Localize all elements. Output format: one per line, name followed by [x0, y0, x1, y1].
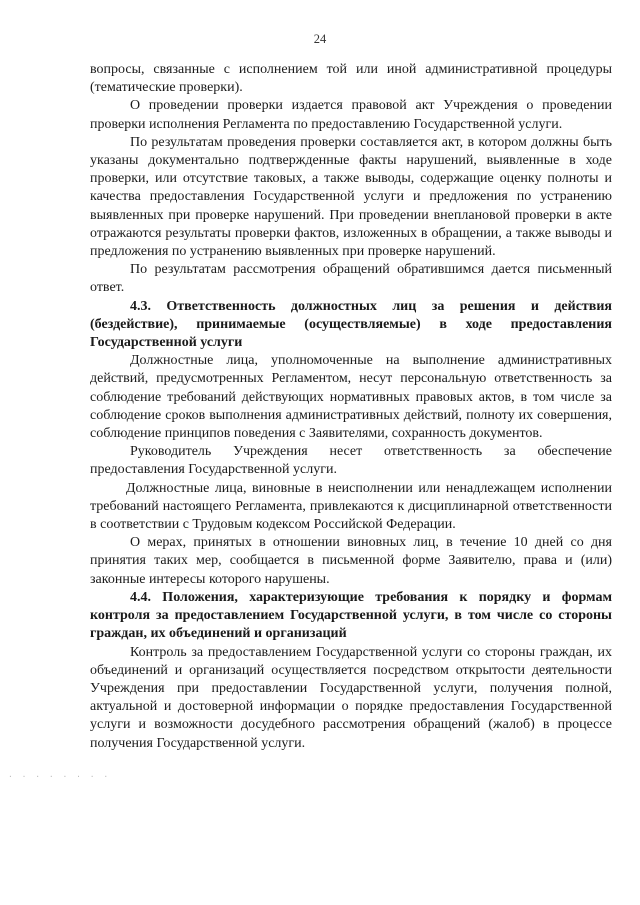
paragraph: Контроль за предоставлением Государственной услуги со стороны граждан, их объединений и организаций осуществляется посредством открытости деятельности Учреждения при предоставлении Государственной услуги, получения полной, актуальной и достоверной информации о порядке предоставления Государственной услуги и возможности досудебного рассмотрения обращений (жалоб) в процессе получения Государственной услуги.	[90, 644, 612, 751]
page-body	[90, 61, 612, 753]
paragraph: По результатам рассмотрения обращений обратившимся дается письменный ответ.	[90, 262, 612, 296]
paragraph: По результатам проведения проверки составляется акт, в котором должны быть указаны документально подтвержденные факты нарушений, выявленные в ходе проверки, или отсутствие таковых, а также выводы, содержащие оценку полноты и качества предоставления Государственной услуги и предложения по устранению выявленных при проверке нарушений. При проведении внеплановой проверки в акте отражаются результаты проверки фактов, изложенных в обращении, а также выводы и предложения по устранению выявленных при проверке нарушений.	[90, 134, 612, 260]
section-heading-4-4: 4.4. Положения, характеризующие требования к порядку и формам контроля за предоставлением Государственной услуги, в том числе со стороны граждан, их объединений и организаций	[90, 589, 612, 642]
scan-artifact: · · · · · · · ·	[8, 772, 111, 781]
paragraph: вопросы, связанные с исполнением той или иной административной процедуры (тематические проверки).	[90, 62, 612, 96]
paragraph: Должностные лица, уполномоченные на выполнение административных действий, предусмотренных Регламентом, несут персональную ответственность за соблюдение требований действующих нормативных правовых актов, в том числе за соблюдение сроков выполнения административных действий, полноту их совершения, соблюдение принципов поведения с Заявителями, сохранность документов.	[90, 353, 612, 442]
page-number: 24	[313, 32, 327, 46]
paragraph: О мерах, принятых в отношении виновных лиц, в течение 10 дней со дня принятия таких мер, сообщается в письменной форме Заявителю, права и (или) законные интересы которого нарушены.	[90, 535, 612, 587]
paragraph: Руководитель Учреждения несет ответственность за обеспечение предоставления Государственной услуги.	[90, 444, 612, 478]
paragraph: Должностные лица, виновные в неисполнении или ненадлежащем исполнении требований настоящего Регламента, привлекаются к дисциплинарной ответственности в соответствии с Трудовым кодексом Российской Федерации.	[90, 480, 612, 533]
section-heading-4-3: 4.3. Ответственность должностных лиц за решения и действия (бездействие), принимаемые (осуществляемые) в ходе предоставления Государственной услуги	[90, 298, 612, 351]
paragraph: О проведении проверки издается правовой акт Учреждения о проведении проверки исполнения Регламента по предоставлению Государственной услуги.	[90, 98, 612, 132]
